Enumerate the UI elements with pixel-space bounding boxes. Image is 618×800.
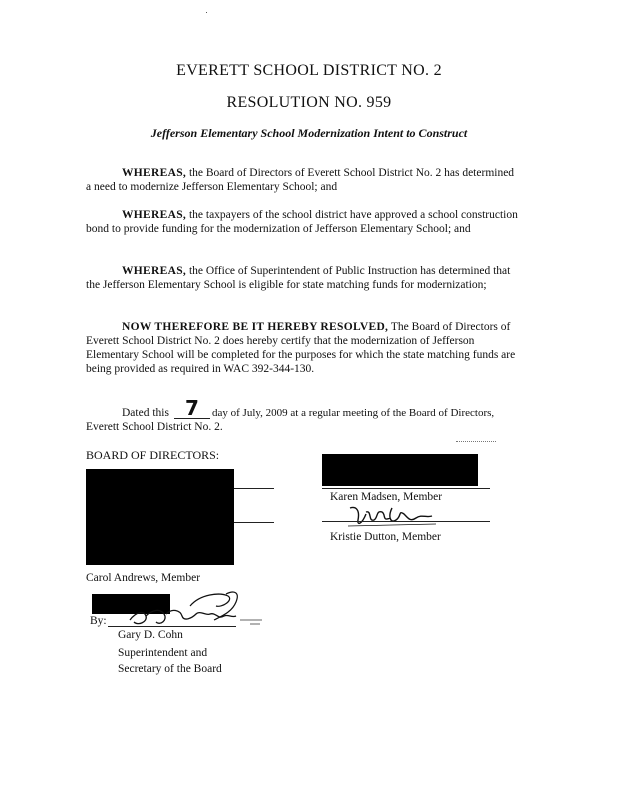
signature-line (108, 626, 236, 627)
secretary-title-line-2: Secretary of the Board (118, 663, 222, 675)
member-kristie-name: Kristie Dutton, Member (330, 531, 441, 543)
redacted-signature-block (322, 454, 478, 486)
whereas-paragraph-3 (86, 264, 522, 292)
day-blank-line (174, 418, 210, 419)
district-title: EVERETT SCHOOL DISTRICT NO. 2 (176, 62, 442, 79)
kristie-signature-image (346, 500, 442, 530)
resolved-paragraph (86, 320, 522, 376)
paragraph-text: the Board of Directors of Everett School District No. 2 has determined a need to modernize Jefferson Elementary School; and (86, 167, 515, 193)
paragraph-lead: WHEREAS, (122, 167, 187, 179)
signature-line (234, 522, 274, 523)
paragraph-text: the taxpayers of the school district have approved a school construction bond to provide funding for the modernization of Jefferson Elementary School; and (86, 209, 518, 235)
whereas-paragraph-2 (86, 208, 522, 236)
resolution-title: RESOLUTION NO. 959 (226, 94, 392, 111)
dated-prefix: Dated this (122, 407, 169, 419)
signature-line (234, 488, 274, 489)
resolution-subject: Jefferson Elementary School Modernization Intent to Construct (150, 126, 468, 140)
paragraph-lead: WHEREAS, (122, 209, 187, 221)
signature-line (322, 521, 490, 522)
scan-speck (206, 12, 207, 13)
by-label: By: (90, 615, 107, 627)
dated-line-2: Everett School District No. 2. (86, 421, 223, 433)
signature-line (322, 488, 490, 489)
dated-suffix: day of July, 2009 at a regular meeting of the Board of Directors, (212, 407, 495, 419)
faint-mark (456, 441, 496, 442)
secretary-title-line-1: Superintendent and (118, 647, 208, 659)
paragraph-text: The Board of Directors of Everett School District No. 2 does hereby certify that the modernization of Jefferson Elementary School will be completed for the purposes for which the state matching funds are being provided as required in WAC 392-344-130. (86, 321, 516, 375)
member-karen-name: Karen Madsen, Member (330, 491, 443, 503)
whereas-paragraph-1 (86, 166, 522, 194)
secretary-name: Gary D. Cohn (118, 629, 183, 641)
dated-day-handwritten: 7 (185, 396, 199, 420)
redacted-signature-block (86, 469, 234, 565)
paragraph-lead: WHEREAS, (122, 265, 187, 277)
board-heading: BOARD OF DIRECTORS: (86, 448, 220, 462)
member-carol-name: Carol Andrews, Member (86, 572, 201, 584)
paragraph-text: the Office of Superintendent of Public Instruction has determined that the Jefferson Elementary School is eligible for state matching funds for modernization; (86, 265, 511, 291)
paragraph-lead: NOW THEREFORE BE IT HEREBY RESOLVED, (122, 321, 389, 333)
